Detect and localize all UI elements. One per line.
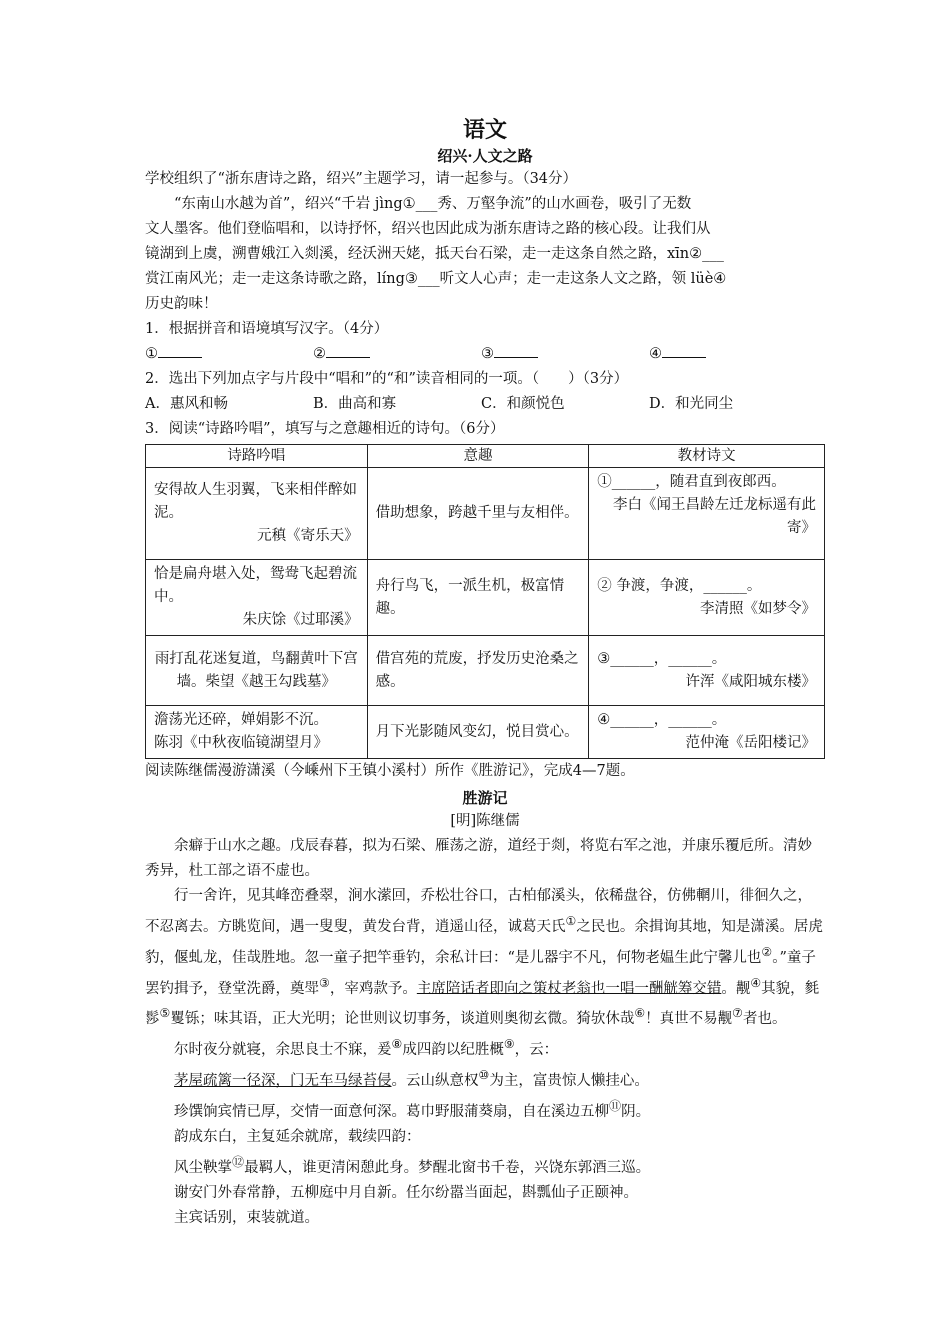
option-b[interactable]: B．曲高和寡 [313, 396, 397, 412]
answer-blank-1[interactable]: ① [145, 342, 313, 367]
poem-line: 珍馔饷宾情已厚，交情一面意何深。葛巾野服蒲葵扇，自在溪边五柳⑪阴。 [174, 1098, 651, 1120]
table-row [146, 560, 825, 636]
option-c[interactable]: C．和颜悦色 [481, 396, 565, 412]
question-2-stem: 2．选出下列加点字与片段中“唱和”的“和”读音相同的一项。（ ）（3分） [145, 371, 629, 387]
essay-title: 胜游记 [462, 789, 508, 807]
option-d[interactable]: D．和光同尘 [649, 396, 734, 412]
table-header: 教材诗文 [589, 445, 825, 468]
reading-intro: 阅读陈继儒漫游潇溪（今嵊州下王镇小溪村）所作《胜游记》，完成4—7题。 [145, 763, 635, 779]
poem-cell: 雨打乱花迷复道，鸟翻黄叶下宫墙。柴望《越王勾践墓》 [146, 636, 368, 706]
essay-paragraph: 尔时夜分就寝，余思良士不寐，爰⑧成四韵以纪胜概⑨，云： [174, 1037, 559, 1059]
passage-line: 历史韵味！ [145, 296, 218, 312]
passage-line: 镜湖到上虞，溯曹娥江入剡溪，经沃洲天姥，抵天台石梁，走一走这条自然之路，xīn②___ [145, 246, 724, 262]
section-intro: 学校组织了“浙东唐诗之路，绍兴”主题学习，请一起参与。（34分） [145, 171, 578, 187]
table-header-row [146, 445, 825, 468]
underlined-poem-line: 茅屋疏篱一径深，门无车马绿苔侵 [174, 1072, 392, 1089]
answer-blank-3[interactable]: ③ [481, 342, 649, 367]
question-1-stem: 1．根据拼音和语境填写汉字。（4分） [145, 321, 389, 337]
underlined-sentence: 主席陪话者即向之策杖老翁也一唱一酬觥筹交错 [416, 980, 722, 997]
table-row [146, 636, 825, 706]
poem-line: 茅屋疏篱一径深，门无车马绿苔侵。云山纵意权⑩为主，富贵惊人懒挂心。 [174, 1068, 649, 1089]
option-a[interactable]: A．惠风和畅 [145, 396, 228, 412]
poem-cell: 澹荡光还碎，婵娟影不沉。 陈羽《中秋夜临镜湖望月》 [146, 706, 368, 759]
meaning-cell: 月下光影随风变幻，悦目赏心。 [367, 706, 589, 759]
answer-cell[interactable]: ③______，______。 许浑《咸阳城东楼》 [589, 636, 825, 706]
poem-cell: 恰是扁舟堪入处，鸳鸯飞起碧流中。 朱庆馀《过耶溪》 [146, 560, 368, 636]
poem-line: 主宾话别，束装就道。 [174, 1209, 319, 1226]
exam-page [145, 115, 825, 1231]
intro-passage [145, 192, 825, 317]
essay-paragraph: 余癖于山水之趣。戊辰春暮，拟为石梁、雁荡之游，道经于剡，将览右军之池，并康乐覆卮所。清妙秀异，杜工部之语不虚也。 [145, 838, 812, 879]
question-1-blanks [145, 342, 825, 367]
section-title: 绍兴·人文之路 [437, 147, 533, 165]
poetry-table [145, 444, 825, 759]
passage-line: 赏江南风光；走一走这条诗歌之路，líng③___听文人心声；走一走这条人文之路，领 lüè④ [145, 271, 727, 287]
answer-blank-4[interactable]: ④ [649, 342, 706, 367]
poem-line: 风尘鞅掌⑫最羁人，谁更清闲憩此身。梦醒北窗书千卷，兴饶东郭酒三巡。 [174, 1154, 651, 1176]
passage-line: “东南山水越为首”，绍兴“千岩 jìng①___秀、万壑争流”的山水画卷，吸引了无数 [174, 196, 692, 212]
passage-line: 文人墨客。他们登临唱和，以诗抒怀，绍兴也因此成为浙东唐诗之路的核心段。让我们从 [145, 221, 711, 237]
answer-blank-2[interactable]: ② [313, 342, 481, 367]
essay-author: [明]陈继儒 [450, 813, 520, 829]
meaning-cell: 借宫苑的荒废，抒发历史沧桑之感。 [367, 636, 589, 706]
table-header: 诗路吟唱 [146, 445, 368, 468]
table-header: 意趣 [367, 445, 589, 468]
answer-cell[interactable]: ④______，______。 范仲淹《岳阳楼记》 [589, 706, 825, 759]
essay-paragraph: 行一舍许，见其峰峦叠翠，涧水潆回，乔松壮谷口，古柏郁溪头，依稀盘谷，仿佛輞川，徘徊久之，不忍离去。方眺览间，遇一叟叟，黄发台背，逍遥山径，诚葛天氏①之民也。余揖询其地，知是潇溪。居虎豹，偃虬龙，佳哉胜地。忽一童子把竿垂钓，余私计曰：“是儿器宇不凡，何物老媪生此宁馨儿也②。”童子罢钓揖予，登堂洗爵，奠斝③，宰鸡款予。主席陪话者即向之策杖老翁也一唱一酬觥筹交错。觏④其貌，毵髿⑤矍铄；味其语，正大光明；论世则议切事务，谈道则奥彻玄微。猗欤休哉⑥！真世不易觏⑦者也。 [145, 888, 823, 1028]
meaning-cell: 借助想象，跨越千里与友相伴。 [367, 468, 589, 560]
poem-line: 谢安门外春常静，五柳庭中月自新。任尔纷嚣当面起，斟瓢仙子正颐神。 [174, 1184, 638, 1201]
essay-body [145, 834, 825, 1231]
table-row [146, 468, 825, 560]
table-row [146, 706, 825, 759]
question-3-stem: 3．阅读“诗路吟唱”，填写与之意趣相近的诗句。（6分） [145, 421, 505, 437]
question-2-options [145, 392, 825, 417]
poem-line: 韵成东白，主复延余就席，载续四韵： [174, 1128, 421, 1145]
answer-cell[interactable]: ①______，随君直到夜郎西。 李白《闻王昌龄左迁龙标遥有此寄》 [589, 468, 825, 560]
meaning-cell: 舟行鸟飞，一派生机，极富情趣。 [367, 560, 589, 636]
poem-cell: 安得故人生羽翼，飞来相伴醉如泥。 元稹《寄乐天》 [146, 468, 368, 560]
answer-cell[interactable]: ② 争渡，争渡，______。 李清照《如梦令》 [589, 560, 825, 636]
page-title: 语文 [462, 117, 507, 143]
